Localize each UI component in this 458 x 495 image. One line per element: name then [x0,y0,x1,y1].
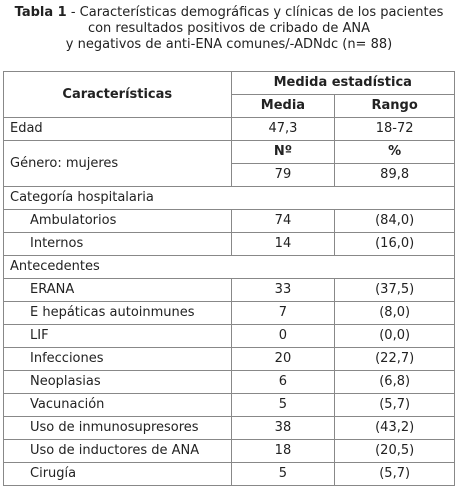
row-label: E hepáticas autoinmunes [4,302,232,325]
row-label: Uso de inductores de ANA [4,440,232,463]
cell-value: (37,5) [335,279,455,302]
table-row [4,463,455,486]
caption-label: Tabla 1 [14,5,67,20]
row-label: Vacunación [4,394,232,417]
table-row [4,141,455,164]
cell-value: 79 [231,164,335,187]
row-label: Género: mujeres [4,141,232,187]
cell-value: 7 [231,302,335,325]
table-row [4,233,455,256]
header-percent: % [335,141,455,164]
cell-value: 0 [231,325,335,348]
cell-value: (16,0) [335,233,455,256]
cell-value: (22,7) [335,348,455,371]
row-label: Edad [4,118,232,141]
cell-value: (6,8) [335,371,455,394]
row-label: Internos [4,233,232,256]
cell-value: 33 [231,279,335,302]
section-label: Antecedentes [4,256,455,279]
table-row [4,302,455,325]
cell-value: 14 [231,233,335,256]
row-label: Ambulatorios [4,210,232,233]
caption-line1: - Características demográficas y clínicas de los pacientes [66,5,444,20]
row-label: ERANA [4,279,232,302]
caption-line2: con resultados positivos de cribado de ANA [87,21,371,36]
cell-value: 20 [231,348,335,371]
table-row [4,279,455,302]
table-row [4,371,455,394]
table-row [4,417,455,440]
cell-value: 5 [231,394,335,417]
header-mean: Media [231,95,335,118]
cell-value: (43,2) [335,417,455,440]
table-row [4,187,455,210]
cell-value: (8,0) [335,302,455,325]
cell-value: 38 [231,417,335,440]
data-table [3,71,455,486]
cell-value: (20,5) [335,440,455,463]
header-range: Rango [335,95,455,118]
cell-value: (5,7) [335,394,455,417]
cell-value: 89,8 [335,164,455,187]
cell-value: (84,0) [335,210,455,233]
header-characteristics: Características [4,72,232,118]
table-row [4,72,455,95]
caption-line3: y negativos de anti-ENA comunes/-ADNdc (n= 88) [65,37,393,52]
header-measure: Medida estadística [231,72,454,95]
cell-value: 18 [231,440,335,463]
table-row [4,210,455,233]
section-label: Categoría hospitalaria [4,187,455,210]
row-label: Neoplasias [4,371,232,394]
table-row [4,325,455,348]
cell-value: 18-72 [335,118,455,141]
cell-value: (5,7) [335,463,455,486]
cell-value: 5 [231,463,335,486]
row-label: Uso de inmunosupresores [4,417,232,440]
table-row [4,394,455,417]
table-row [4,256,455,279]
row-label: Cirugía [4,463,232,486]
cell-value: 6 [231,371,335,394]
cell-value: 47,3 [231,118,335,141]
row-label: LIF [4,325,232,348]
row-label: Infecciones [4,348,232,371]
cell-value: (0,0) [335,325,455,348]
table-caption [0,0,458,59]
cell-value: 74 [231,210,335,233]
header-count: Nº [231,141,335,164]
table-row [4,118,455,141]
table-row [4,348,455,371]
table-row [4,440,455,463]
